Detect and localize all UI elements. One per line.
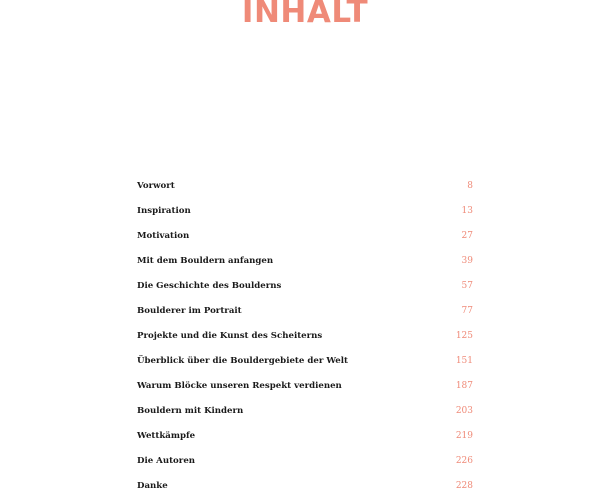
- toc-entry[interactable]: [137, 353, 473, 378]
- toc-entry[interactable]: [137, 178, 473, 203]
- toc-entry-page-number: 27: [461, 231, 473, 241]
- toc-entry[interactable]: [137, 478, 473, 503]
- toc-entry-title: Wettkämpfe: [137, 431, 196, 441]
- toc-entry-page-number: 226: [455, 456, 473, 466]
- toc-entry-title: Danke: [137, 481, 168, 491]
- toc-entry-title: Inspiration: [137, 206, 191, 216]
- toc-entry[interactable]: [137, 278, 473, 303]
- toc-entry-title: Mit dem Bouldern anfangen: [137, 256, 274, 266]
- toc-entry-title: Überblick über die Bouldergebiete der Welt: [137, 356, 348, 366]
- toc-entry-title: Boulderer im Portrait: [137, 306, 242, 316]
- toc-entry-page-number: 151: [455, 356, 473, 366]
- toc-entry-title: Vorwort: [137, 181, 175, 191]
- page-title: INHALT: [241, 0, 369, 30]
- toc-entry-title: Die Geschichte des Boulderns: [137, 281, 282, 291]
- toc-entry-page-number: 228: [455, 481, 473, 491]
- toc-entry-title: Projekte und die Kunst des Scheiterns: [137, 331, 323, 341]
- toc-entry[interactable]: [137, 203, 473, 228]
- toc-entry-title: Die Autoren: [137, 456, 196, 466]
- toc-entry[interactable]: [137, 403, 473, 428]
- toc-entry[interactable]: [137, 428, 473, 453]
- toc-entry-page-number: 57: [461, 281, 473, 291]
- toc-entry-page-number: 203: [455, 406, 473, 416]
- toc-entry[interactable]: [137, 303, 473, 328]
- toc-entry[interactable]: [137, 328, 473, 353]
- toc-entry-page-number: 13: [461, 206, 473, 216]
- table-of-contents: [137, 178, 473, 503]
- toc-entry-page-number: 77: [461, 306, 473, 316]
- toc-entry-page-number: 219: [455, 431, 473, 441]
- toc-entry-title: Motivation: [137, 231, 190, 241]
- toc-entry-page-number: 8: [467, 181, 473, 191]
- toc-entry-page-number: 125: [455, 331, 473, 341]
- toc-entry-page-number: 39: [461, 256, 473, 266]
- toc-entry-title: Warum Blöcke unseren Respekt verdienen: [137, 381, 342, 391]
- toc-entry-page-number: 187: [455, 381, 473, 391]
- toc-entry[interactable]: [137, 253, 473, 278]
- toc-entry-title: Bouldern mit Kindern: [137, 406, 244, 416]
- toc-entry[interactable]: [137, 453, 473, 478]
- toc-entry[interactable]: [137, 228, 473, 253]
- toc-entry[interactable]: [137, 378, 473, 403]
